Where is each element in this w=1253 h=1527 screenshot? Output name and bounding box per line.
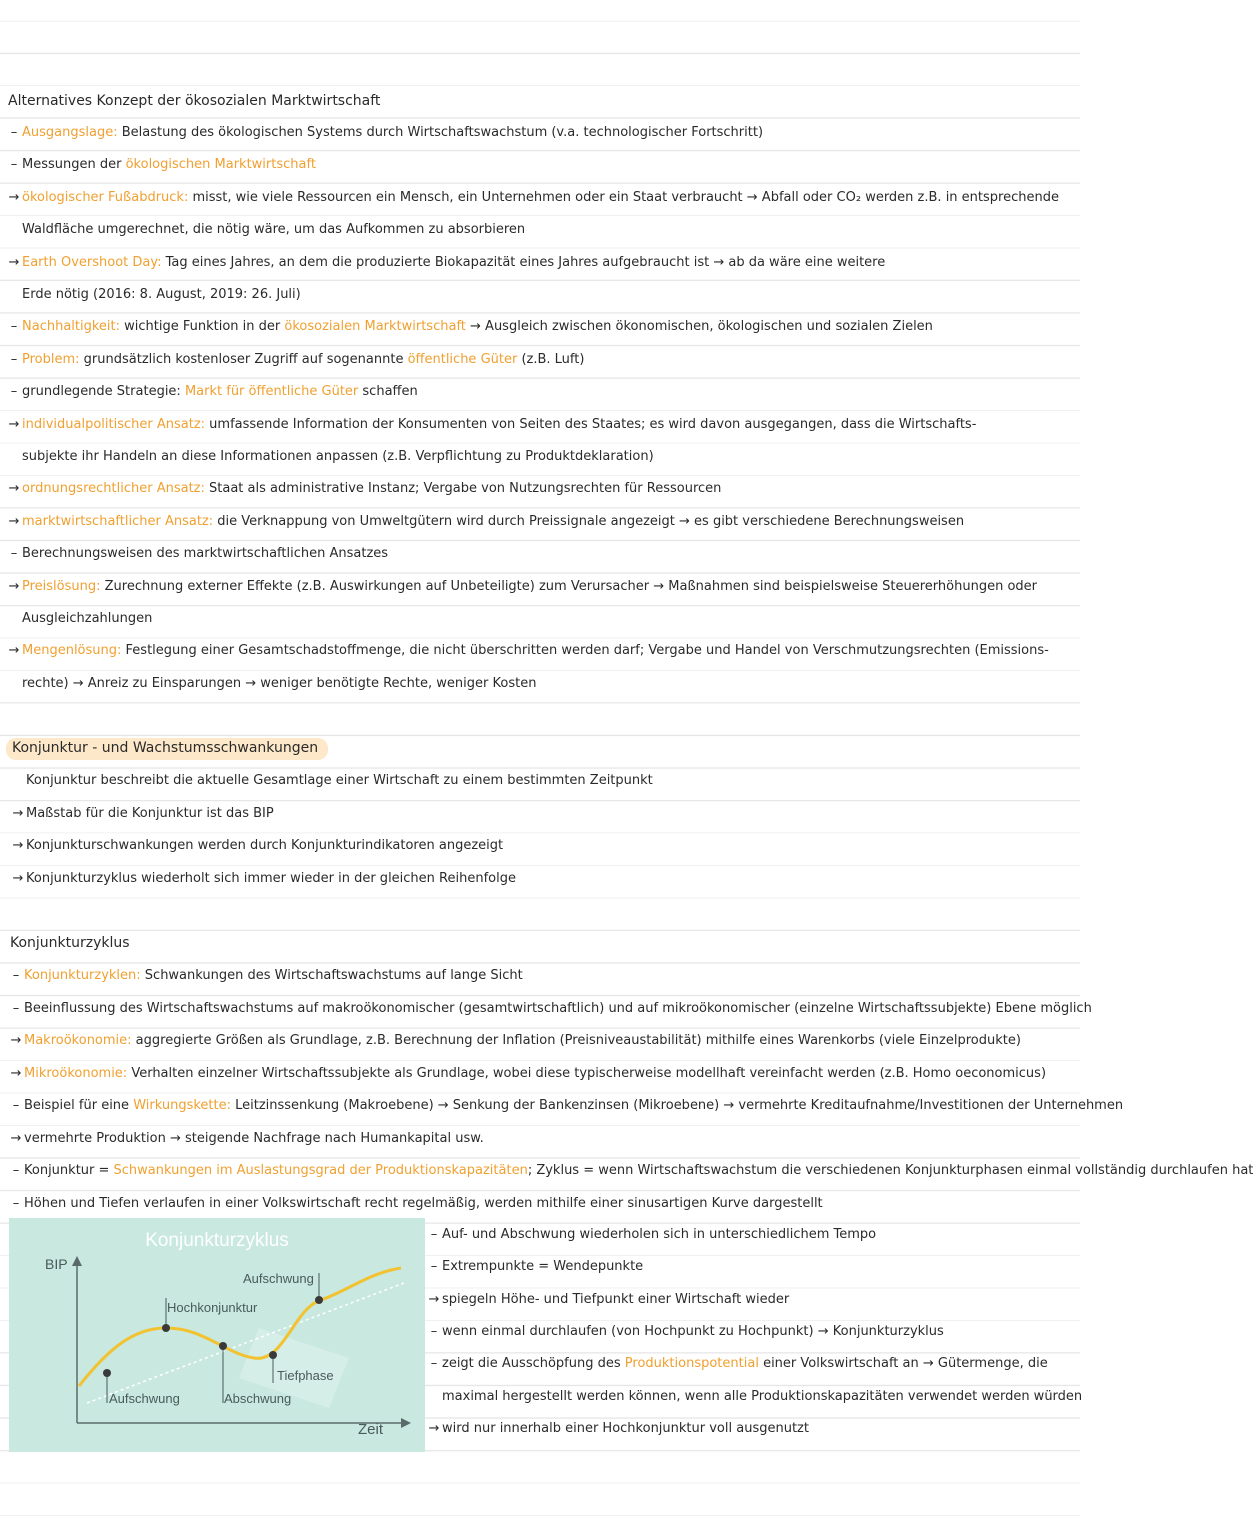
- bullet-marker: –: [10, 319, 18, 335]
- note-line: [0, 150, 1080, 180]
- note-line: [0, 1156, 1253, 1186]
- note-text: Festlegung einer Gesamtschadstoffmenge, die nicht überschritten werden darf; Vergabe und Handel von Verschmutzungsrechten (Emissions-: [121, 643, 1049, 659]
- bullet-marker: –: [12, 1098, 20, 1113]
- highlighted-term: Ausgangslage:: [22, 125, 118, 140]
- note-text: aggregierte Größen als Grundlage, z.B. Berechnung der Inflation (Preisniveaustabilität) mithilfe eines Warenkorbs (viele Einzelprodukte): [131, 1033, 1021, 1048]
- side-note-line: [426, 1349, 1080, 1379]
- note-line: [0, 766, 1080, 796]
- highlighted-term: Nachhaltigkeit:: [22, 319, 121, 335]
- note-line: [0, 864, 1080, 894]
- bullet-marker: →: [8, 416, 20, 432]
- bullet-marker: →: [8, 481, 20, 497]
- note-text: Extrempunkte = Wendepunkte: [442, 1259, 644, 1275]
- note-text: subjekte ihr Handeln an diese Informationen anpassen (z.B. Verpflichtung zu Produktdeklaration): [22, 449, 654, 464]
- highlighted-term: Konjunkturzyklen:: [24, 968, 141, 983]
- note-text: spiegeln Höhe- und Tiefpunkt einer Wirtschaft wieder: [442, 1291, 790, 1307]
- note-text: rechte) → Anreiz zu Einsparungen → weniger benötigte Rechte, weniger Kosten: [22, 675, 537, 691]
- note-text: grundsätzlich kostenloser Zugriff auf sogenannte: [79, 351, 408, 367]
- note-text: Erde nötig (2016: 8. August, 2019: 26. Juli): [22, 287, 301, 302]
- note-text: (z.B. Luft): [517, 351, 585, 367]
- section-title-konjunkturzyklus: Konjunkturzyklus: [10, 935, 130, 951]
- x-axis-arrow-icon: [401, 1418, 411, 1428]
- highlighted-term: Earth Overshoot Day:: [22, 254, 162, 270]
- note-line: [0, 410, 1080, 440]
- note-line: [0, 1026, 1080, 1056]
- bullet-marker: →: [8, 578, 20, 594]
- note-line: [0, 604, 1080, 634]
- bullet-marker: →: [428, 1291, 440, 1307]
- note-text: Konjunktur =: [24, 1163, 114, 1178]
- note-text: Schwankungen des Wirtschaftswachstums auf lange Sicht: [140, 968, 523, 983]
- note-text: Konjunktur beschreibt die aktuelle Gesamtlage einer Wirtschaft zu einem bestimmten Zeitpunkt: [26, 773, 653, 788]
- note-text: Belastung des ökologischen Systems durch Wirtschaftswachstum (v.a. technologischer Fortschritt): [117, 125, 764, 140]
- note-line: [0, 994, 1092, 1024]
- highlighted-term: ökologischer Fußabdruck:: [22, 189, 189, 205]
- bullet-marker: –: [430, 1323, 438, 1339]
- highlighted-term: Mengenlösung:: [22, 643, 122, 659]
- note-line: [0, 1124, 1080, 1154]
- note-text: vermehrte Produktion → steigende Nachfrage nach Humankapital usw.: [24, 1130, 484, 1146]
- bullet-marker: –: [430, 1356, 438, 1372]
- note-text: Höhen und Tiefen verlaufen in einer Volkswirtschaft recht regelmäßig, werden mithilfe einer sinusartigen Kurve dargestellt: [24, 1195, 823, 1211]
- note-text: Ausgleichzahlungen: [22, 611, 153, 626]
- bullet-marker: →: [8, 643, 20, 659]
- note-text: Zurechnung externer Effekte (z.B. Auswirkungen auf Unbeteiligte) zum Verursacher → Maßnahmen sind beispielsweise Steuererhöhungen oder: [100, 578, 1038, 594]
- note-line: [0, 1091, 1124, 1121]
- phase-label-tiefphase: Tiefphase: [277, 1368, 334, 1383]
- note-line: [0, 248, 1080, 278]
- note-line: [0, 572, 1080, 602]
- x-axis-label: Zeit: [358, 1421, 384, 1438]
- note-line: [0, 1059, 1080, 1089]
- note-line: [0, 636, 1080, 666]
- bullet-marker: –: [10, 125, 18, 140]
- chart-title: Konjunkturzyklus: [145, 1230, 289, 1251]
- point-aufschwung-2: [315, 1296, 323, 1304]
- note-line: [0, 474, 1080, 504]
- note-text: Beeinflussung des Wirtschaftswachstums auf makroökonomischer (gesamtwirtschaftlich) und auf mikroökonomischer (einzelne Wirtschaftssubjekte) Ebene möglich: [24, 1000, 1092, 1016]
- bullet-marker: –: [430, 1259, 438, 1275]
- note-line: [0, 799, 1080, 829]
- highlighted-term: Produktionspotential: [624, 1356, 759, 1372]
- note-line: [0, 831, 1080, 861]
- highlighted-term: öffentliche Güter: [407, 351, 518, 367]
- bullet-marker: –: [10, 546, 18, 562]
- point-tiefphase: [269, 1351, 277, 1359]
- note-text: Maßstab für die Konjunktur ist das BIP: [26, 805, 274, 821]
- phase-label-aufschwung-1: Aufschwung: [109, 1391, 180, 1406]
- bullet-marker: →: [8, 254, 20, 270]
- bullet-marker: –: [12, 1195, 20, 1211]
- section-title-oekosoziale-marktwirtschaft: Alternatives Konzept der ökosozialen Marktwirtschaft: [8, 93, 381, 109]
- note-text: die Verknappung von Umweltgütern wird durch Preissignale angezeigt → es gibt verschiedene Berechnungsweisen: [213, 513, 965, 529]
- note-line: [0, 280, 1080, 310]
- side-note-line: [426, 1220, 1080, 1250]
- phase-label-abschwung: Abschwung: [224, 1391, 292, 1406]
- note-line: [0, 183, 1080, 213]
- bullet-marker: →: [12, 870, 24, 886]
- side-note-line: [426, 1414, 1080, 1444]
- highlighted-term: ökosozialen Marktwirtschaft: [284, 319, 466, 335]
- point-abschwung: [219, 1342, 227, 1350]
- note-line: [0, 312, 1080, 342]
- highlighted-term: Makroökonomie:: [24, 1033, 132, 1048]
- note-text: Tag eines Jahres, an dem die produzierte Biokapazität eines Jahres aufgebraucht ist → ab da wäre eine weitere: [161, 254, 886, 270]
- highlighted-term: Wirkungskette:: [133, 1098, 231, 1113]
- phase-label-hochkonjunktur: Hochkonjunktur: [167, 1300, 258, 1315]
- highlighted-term: Problem:: [22, 351, 80, 367]
- note-text: Konjunkturschwankungen werden durch Konjunkturindikatoren angezeigt: [26, 838, 504, 853]
- bullet-marker: –: [10, 384, 18, 400]
- note-text: Verhalten einzelner Wirtschaftssubjekte als Grundlage, wobei diese typischerweise modellhaft vereinfacht werden (z.B. Homo oeconomicus): [127, 1065, 1047, 1081]
- note-text: → Ausgleich zwischen ökonomischen, ökologischen und sozialen Zielen: [465, 319, 933, 335]
- bullet-marker: –: [10, 157, 18, 173]
- side-note-line: [426, 1317, 1080, 1347]
- note-line: [0, 345, 1080, 375]
- note-line: [0, 1189, 1080, 1219]
- note-line: [0, 507, 1080, 537]
- bullet-marker: –: [12, 968, 20, 983]
- note-line: [0, 442, 1080, 472]
- bullet-marker: –: [430, 1227, 438, 1242]
- bullet-marker: →: [10, 1130, 22, 1146]
- highlighted-term: Markt für öffentliche Güter: [184, 384, 359, 400]
- chart-canvas: [9, 1218, 425, 1452]
- bullet-marker: →: [12, 838, 24, 853]
- cycle-curve: [79, 1268, 401, 1386]
- highlighted-term: marktwirtschaftlicher Ansatz:: [22, 513, 214, 529]
- highlighted-term: ökologischen Marktwirtschaft: [125, 157, 316, 173]
- note-text: Staat als administrative Instanz; Vergabe von Nutzungsrechten für Ressourcen: [204, 481, 722, 497]
- note-text: wenn einmal durchlaufen (von Hochpunkt zu Hochpunkt) → Konjunkturzyklus: [442, 1323, 944, 1339]
- note-line: [0, 118, 1080, 148]
- note-text: zeigt die Ausschöpfung des: [442, 1356, 625, 1372]
- note-text: schaffen: [358, 384, 418, 400]
- y-axis-label: BIP: [45, 1256, 68, 1272]
- section-title-konjunktur: Konjunktur - und Wachstumsschwankungen: [6, 733, 1086, 763]
- y-axis-arrow-icon: [72, 1256, 82, 1266]
- bullet-marker: →: [8, 513, 20, 529]
- bullet-marker: →: [12, 805, 24, 821]
- note-text: Messungen der: [22, 157, 126, 173]
- note-text: umfassende Information der Konsumenten von Seiten des Staates; es wird davon ausgegangen, dass die Wirtschafts-: [205, 416, 977, 432]
- point-aufschwung-start: [103, 1369, 111, 1377]
- highlighted-term: ordnungsrechtlicher Ansatz:: [22, 481, 205, 497]
- note-line: [0, 669, 1080, 699]
- note-text: maximal hergestellt werden können, wenn alle Produktionskapazitäten verwendet werden würden: [442, 1388, 1083, 1404]
- note-text: einer Volkswirtschaft an → Gütermenge, die: [758, 1356, 1048, 1372]
- konjunkturzyklus-chart: [9, 1218, 425, 1452]
- note-line: [0, 539, 1080, 569]
- note-text: Leitzinssenkung (Makroebene) → Senkung der Bankenzinsen (Mikroebene) → vermehrte Kreditaufnahme/Investitionen der Unternehmen: [230, 1098, 1124, 1113]
- note-text: misst, wie viele Ressourcen ein Mensch, ein Unternehmen oder ein Staat verbraucht → Abfall oder CO₂ werden z.B. in entsprechende: [188, 189, 1059, 205]
- phase-label-aufschwung-2: Aufschwung: [243, 1271, 314, 1286]
- bullet-marker: →: [428, 1420, 440, 1436]
- side-note-line: [426, 1285, 1080, 1315]
- note-text: wird nur innerhalb einer Hochkonjunktur voll ausgenutzt: [442, 1420, 809, 1436]
- note-text: grundlegende Strategie:: [22, 384, 185, 400]
- note-text: Waldfläche umgerechnet, die nötig wäre, um das Aufkommen zu absorbieren: [22, 222, 526, 238]
- side-note-line: [426, 1382, 1083, 1412]
- highlighted-term: individualpolitischer Ansatz:: [22, 416, 206, 432]
- bullet-marker: –: [12, 1163, 20, 1178]
- bullet-marker: →: [10, 1065, 22, 1081]
- note-line: [0, 377, 1080, 407]
- note-text: Berechnungsweisen des marktwirtschaftlichen Ansatzes: [22, 546, 389, 562]
- bullet-marker: –: [12, 1000, 20, 1016]
- note-text: ; Zyklus = wenn Wirtschaftswachstum die verschiedenen Konjunkturphasen einmal vollständig durchlaufen hat: [527, 1163, 1253, 1178]
- note-line: [0, 215, 1080, 245]
- highlighted-term: Schwankungen im Auslastungsgrad der Produktionskapazitäten: [113, 1163, 528, 1178]
- note-text: Beispiel für eine: [24, 1098, 134, 1113]
- highlighted-term: Mikroökonomie:: [24, 1065, 128, 1081]
- point-hochkonjunktur: [162, 1324, 170, 1332]
- bullet-marker: →: [10, 1033, 22, 1048]
- note-text: Auf- und Abschwung wiederholen sich in unterschiedlichem Tempo: [442, 1227, 877, 1242]
- note-text: wichtige Funktion in der: [120, 319, 285, 335]
- note-line: [0, 961, 1080, 991]
- bullet-marker: –: [10, 351, 18, 367]
- side-note-line: [426, 1252, 1080, 1282]
- note-text: Konjunkturzyklus wiederholt sich immer wieder in der gleichen Reihenfolge: [26, 870, 516, 886]
- bullet-marker: →: [8, 189, 20, 205]
- highlighted-term: Preislösung:: [22, 578, 101, 594]
